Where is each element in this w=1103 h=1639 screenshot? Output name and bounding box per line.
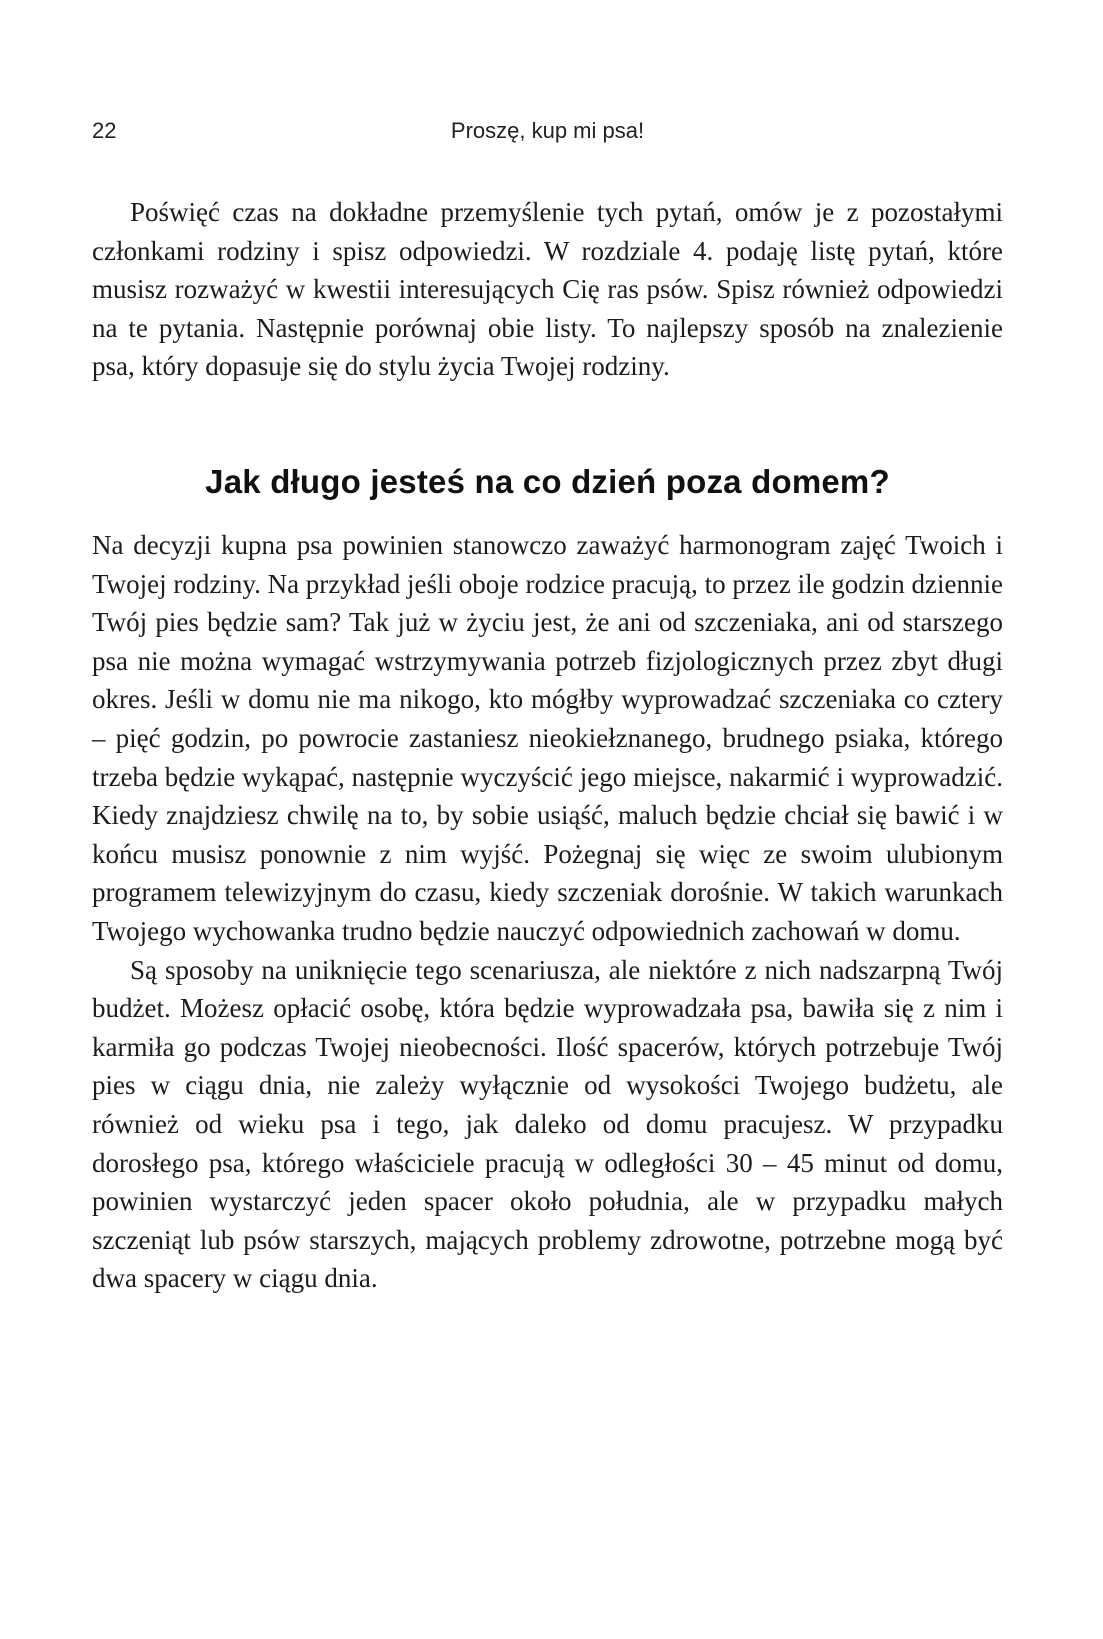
section-text-block — [92, 526, 1003, 1298]
body-paragraph-1: Na decyzji kupna psa powinien stanowczo zaważyć harmonogram zajęć Twoich i Twojej rodziny. Na przykład jeśli oboje rodzice pracują, to przez ile godzin dziennie Twój pies będzie sam? Tak już w życiu jest, że ani od szczeniaka, ani od starszego psa nie można wymagać wstrzymywania potrzeb fizjologicznych przez zbyt długi okres. Jeśli w domu nie ma nikogo, kto mógłby wyprowadzać szczeniaka co cztery – pięć godzin, po powrocie zastaniesz nieokiełznanego, brudnego psiaka, którego trzeba będzie wykąpać, następnie wyczyścić jego miejsce, nakarmić i wyprowadzić. Kiedy znajdziesz chwilę na to, by sobie usiąść, maluch będzie chciał się bawić i w końcu musisz ponownie z nim wyjść. Pożegnaj się więc ze swoim ulubionym programem telewizyjnym do czasu, kiedy szczeniak dorośnie. W takich warunkach Twojego wychowanka trudno będzie nauczyć odpowiednich zachowań w domu. — [92, 530, 1003, 946]
page-number: 22 — [92, 118, 117, 143]
body-paragraph-2: Są sposoby na uniknięcie tego scenariusza, ale niektóre z nich nadszarpną Twój budżet. Możesz opłacić osobę, która będzie wyprowadzała psa, bawiła się z nim i karmiła go podczas Twojej nieobecności. Ilość spacerów, których potrzebuje Twój pies w ciągu dnia, nie zależy wyłącznie od wysokości Twojego budżetu, ale również od wieku psa i tego, jak daleko od domu pracujesz. W przypadku dorosłego psa, którego właściciele pracują w odległości 30 – 45 minut od domu, powinien wystarczyć jeden spacer około południa, ale w przypadku małych szczeniąt lub psów starszych, mających problemy zdrowotne, potrzebne mogą być dwa spacery w ciągu dnia. — [92, 954, 1003, 1294]
section-heading: Jak długo jesteś na co dzień poza domem? — [205, 463, 890, 500]
running-title: Proszę, kup mi psa! — [450, 118, 645, 143]
running-header — [92, 118, 1003, 148]
intro-text-block — [92, 193, 1003, 386]
intro-paragraph: Poświęć czas na dokładne przemyślenie tych pytań, omów je z pozostałymi członkami rodziny i spisz odpowiedzi. W rozdziale 4. podaję listę pytań, które musisz rozważyć w kwestii interesujących Cię ras psów. Spisz również odpowiedzi na te pytania. Następnie porównaj obie listy. To najlepszy sposób na znalezienie psa, który dopasuje się do stylu życia Twojej rodziny. — [92, 197, 1003, 382]
